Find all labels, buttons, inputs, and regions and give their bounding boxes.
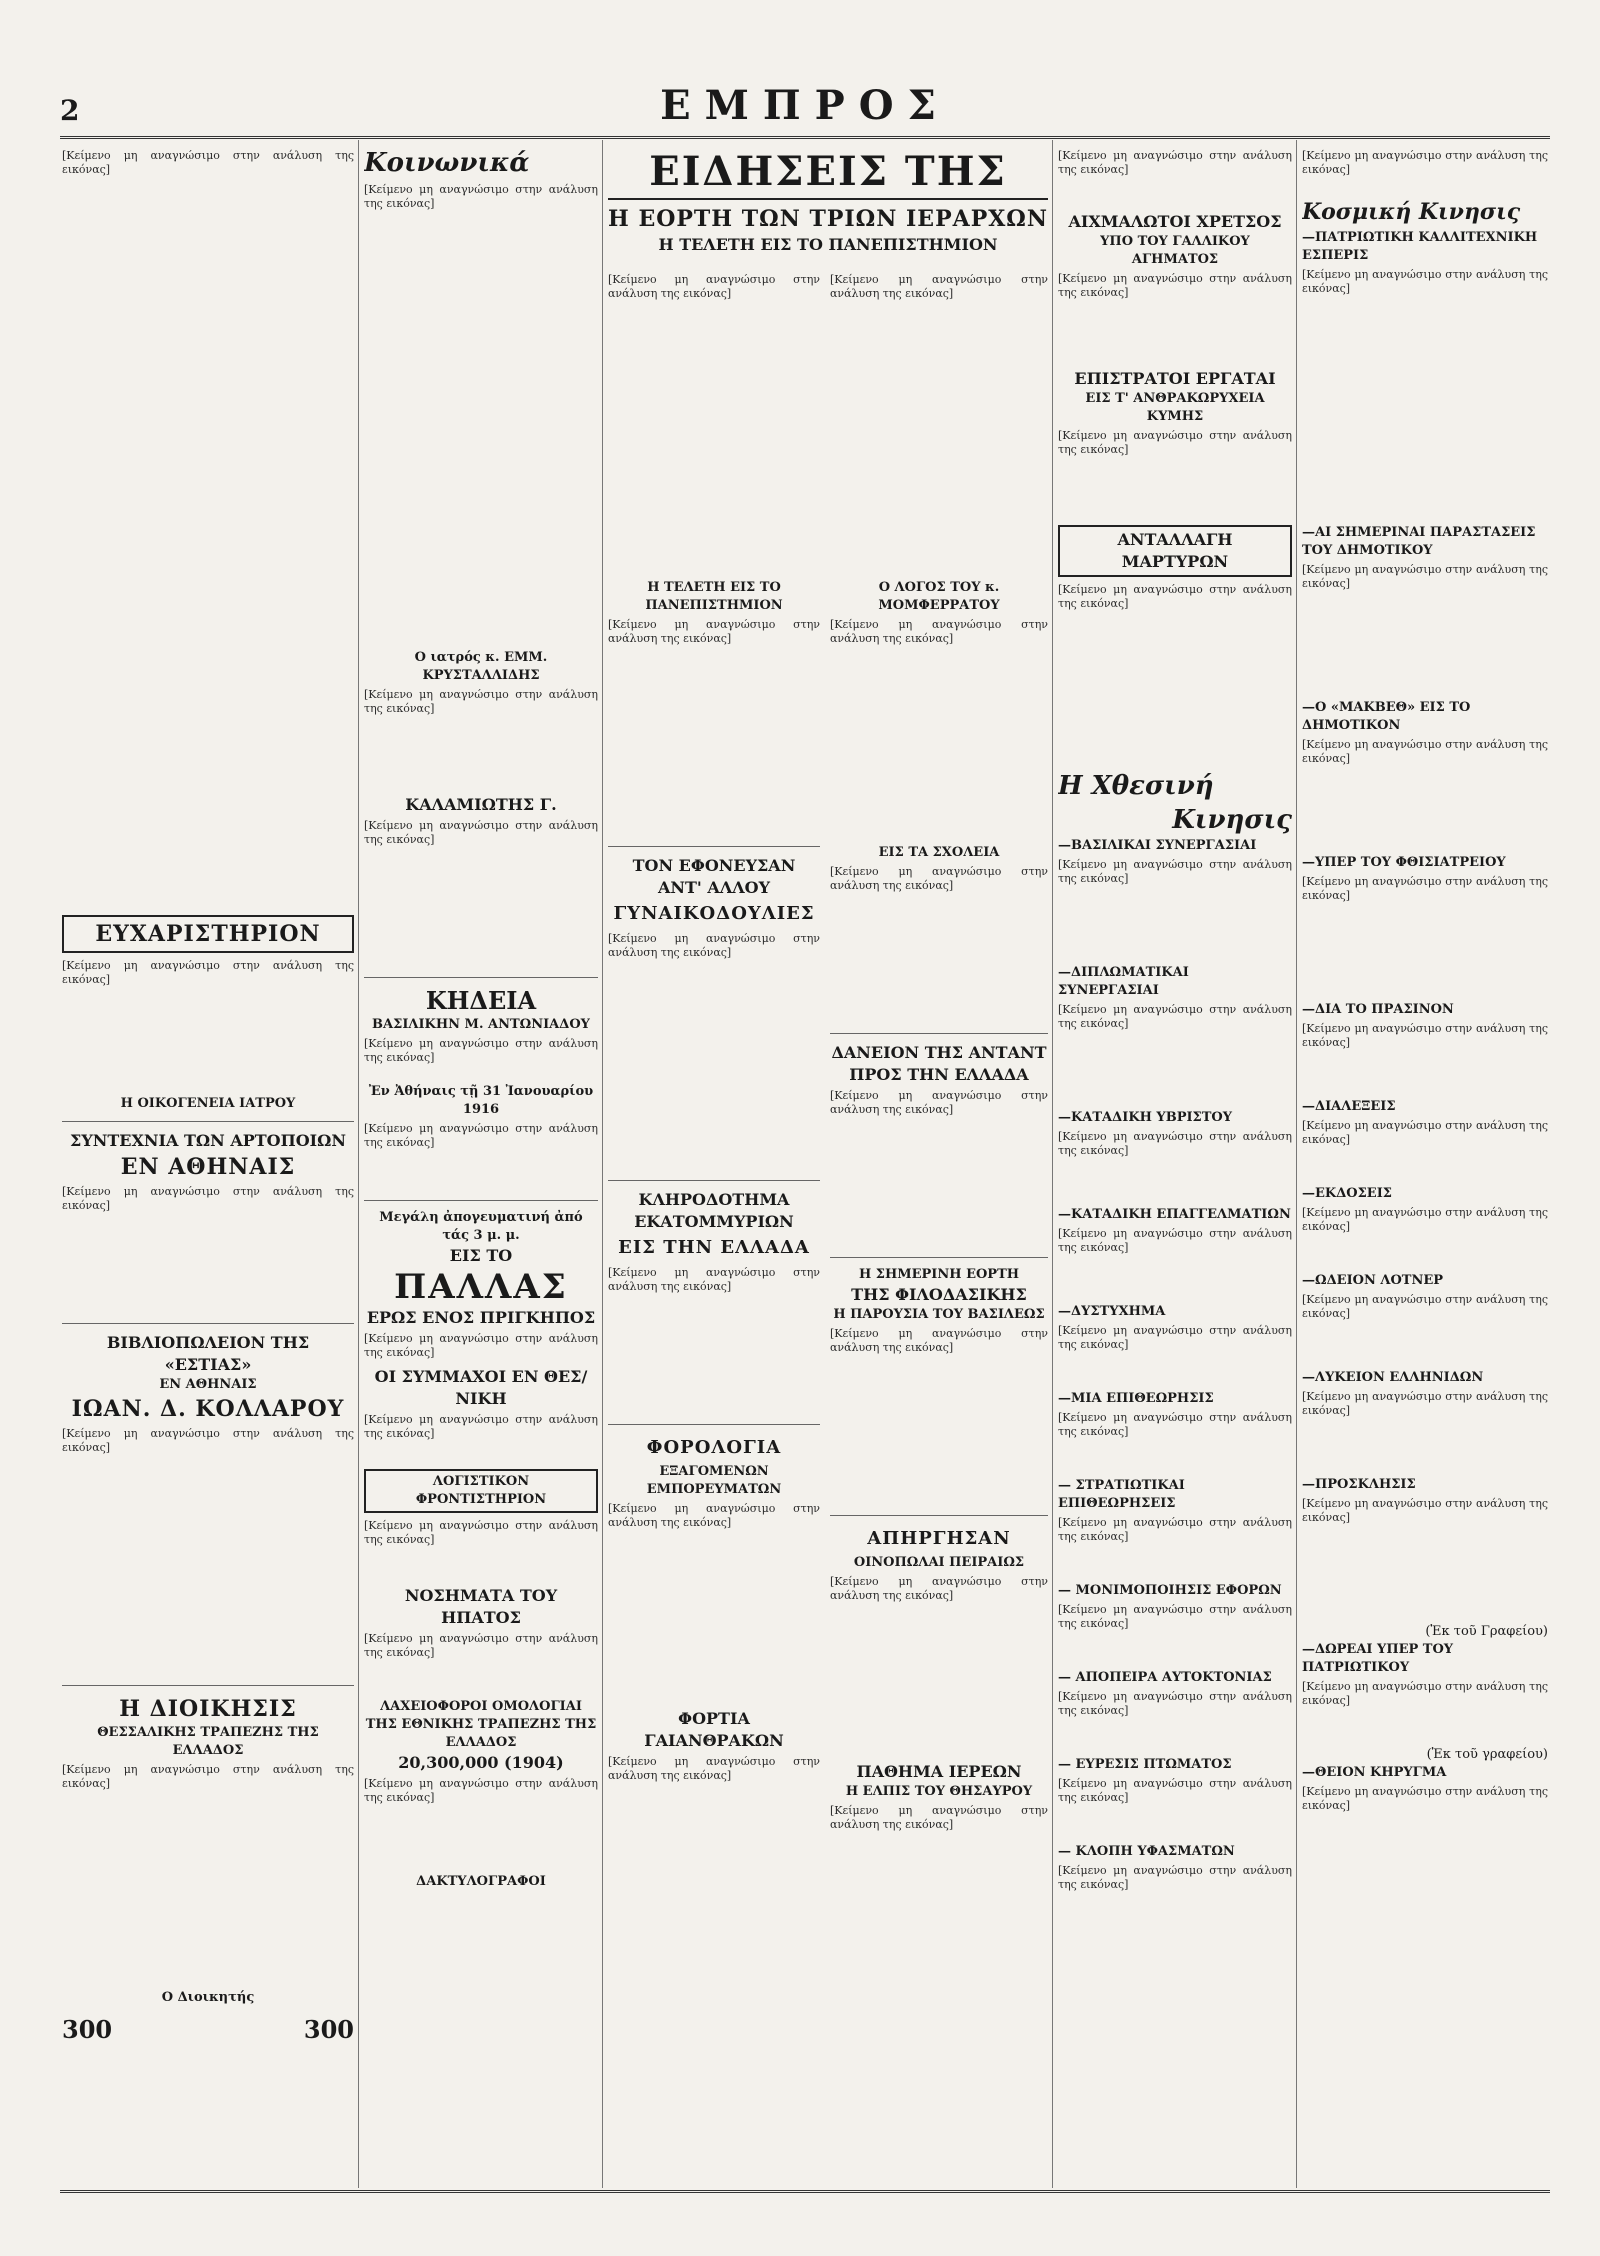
movement-heading: Κινησις — [1172, 805, 1292, 835]
news-item-text: [Κείμενο μη αναγνώσιμο στην ανάλυση της εικόνας] — [1058, 1777, 1292, 1804]
column-4 — [830, 270, 1048, 2186]
feast-story-header — [608, 204, 1048, 256]
news-item-heading: — ΕΥΡΕΣΙΣ ΠΤΩΜΑΤΟΣ — [1058, 1757, 1232, 1772]
office-note: (Ἐκ τοῦ Γραφείου) — [1425, 1624, 1548, 1639]
bequest-heading: ΚΛΗΡΟΔΟΤΗΜΑ ΕΚΑΤΟΜΜΥΡΙΩΝ — [634, 1190, 794, 1231]
thanks-heading: ΕΥΧΑΡΙΣΤΗΡΙΟΝ — [62, 915, 354, 953]
cinema-name: ΠΑΛΛΑΣ — [394, 1267, 568, 1307]
bank-text: [Κείμενο μη αναγνώσιμο στην ανάλυση της εικόνας] — [62, 1763, 354, 1790]
news-item-text: [Κείμενο μη αναγνώσιμο στην ανάλυση της εικόνας] — [1302, 1680, 1548, 1707]
thanks-text: [Κείμενο μη αναγνώσιμο στην ανάλυση της εικόνας] — [62, 959, 354, 986]
bakers-text: [Κείμενο μη αναγνώσιμο στην ανάλυση της εικόνας] — [62, 1185, 354, 1212]
bequest-text: [Κείμενο μη αναγνώσιμο στην ανάλυση της εικόνας] — [608, 1266, 820, 1293]
prisoners-subheading: ΓΥΝΑΙΚΟΔΟΥΛΙΕΣ — [613, 903, 815, 924]
doctor-ad: Ο ιατρός κ. ΕΜΜ. ΚΡΥΣΤΑΛΛΙΔΗΣ — [414, 650, 548, 683]
prisoners-heading: ΑΙΧΜΑΛΩΤΟΙ ΧΡΕΤΣΟΣ — [1068, 212, 1282, 231]
philod-subheading: ΤΗΣ ΦΙΛΟΔΑΣΙΚΗΣ — [851, 1285, 1027, 1304]
divider — [608, 846, 820, 847]
article-text: [Κείμενο μη αναγνώσιμο στην ανάλυση της εικόνας] — [1058, 149, 1292, 176]
masthead-rule — [60, 136, 1550, 139]
news-item-text: [Κείμενο μη αναγνώσιμο στην ανάλυση της εικόνας] — [1058, 1324, 1292, 1351]
news-item-heading: —ΘΕΙΟΝ ΚΗΡΥΓΜΑ — [1302, 1765, 1447, 1780]
divider — [62, 1121, 354, 1122]
bank-heading: Η ΔΙΟΙΚΗΣΙΣ — [119, 1696, 297, 1722]
funeral-date: Ἐν Ἀθήναις τῇ 31 Ἰανουαρίου 1916 — [368, 1084, 594, 1117]
news-item-heading: —ΑΙ ΣΗΜΕΡΙΝΑΙ ΠΑΡΑΣΤΑΣΕΙΣ ΤΟΥ ΔΗΜΟΤΙΚΟΥ — [1302, 525, 1536, 558]
news-item-heading: —ΔΩΡΕΑΙ ΥΠΕΡ ΤΟΥ ΠΑΤΡΙΩΤΙΚΟΥ — [1302, 1642, 1454, 1675]
montferrat-heading: Ο ΛΟΓΟΣ ΤΟΥ κ. ΜΟΜΦΕΡΡΑΤΟΥ — [878, 580, 1000, 613]
news-item-heading: —ΥΠΕΡ ΤΟΥ ΦΘΙΣΙΑΤΡΕΙΟΥ — [1302, 855, 1506, 870]
witnesses-heading: ΑΝΤΑΛΛΑΓΗ ΜΑΡΤΥΡΩΝ — [1058, 525, 1292, 577]
feast-section: Η ΤΕΛΕΤΗ ΕΙΣ ΤΟ ΠΑΝΕΠΙΣΤΗΜΙΟΝ — [645, 580, 783, 613]
column-5 — [1058, 146, 1292, 2186]
loan-text: [Κείμενο μη αναγνώσιμο στην ανάλυση της εικόνας] — [830, 1089, 1048, 1116]
ads-text: [Κείμενο μη αναγνώσιμο στην ανάλυση της εικόνας] — [364, 819, 598, 846]
article-text: [Κείμενο μη αναγνώσιμο στην ανάλυση της εικόνας] — [62, 149, 354, 176]
film-title: ΕΡΩΣ ΕΝΟΣ ΠΡΙΓΚΗΠΟΣ — [366, 1308, 596, 1327]
film-text: [Κείμενο μη αναγνώσιμο στην ανάλυση της εικόνας] — [364, 1332, 598, 1359]
wine-text: [Κείμενο μη αναγνώσιμο στην ανάλυση της εικόνας] — [830, 1575, 1048, 1602]
feast-text: [Κείμενο μη αναγνώσιμο στην ανάλυση της εικόνας] — [608, 618, 820, 645]
news-item-text: [Κείμενο μη αναγνώσιμο στην ανάλυση της εικόνας] — [1302, 738, 1548, 765]
news-item-heading: —ΜΙΑ ΕΠΙΘΕΩΡΗΣΙΣ — [1058, 1391, 1214, 1406]
priests-text: [Κείμενο μη αναγνώσιμο στην ανάλυση της εικόνας] — [830, 1804, 1048, 1831]
bonds-heading: ΛΑΧΕΙΟΦΟΡΟΙ ΟΜΟΛΟΓΙΑΙ — [380, 1699, 582, 1714]
tax-subheading: ΕΞΑΓΟΜΕΝΩΝ ΕΜΠΟΡΕΥΜΑΤΩΝ — [646, 1464, 782, 1497]
news-item-heading: — ΚΛΟΠΗ ΥΦΑΣΜΑΤΩΝ — [1058, 1844, 1235, 1859]
lottery-ad — [62, 2015, 354, 2045]
column-separator — [602, 140, 603, 2188]
news-item-heading: —ΔΙΑ ΤΟ ΠΡΑΣΙΝΟΝ — [1302, 1002, 1454, 1017]
tutoring-text: [Κείμενο μη αναγνώσιμο στην ανάλυση της εικόνας] — [364, 1519, 598, 1546]
news-item-text: [Κείμενο μη αναγνώσιμο στην ανάλυση της εικόνας] — [1302, 1293, 1548, 1320]
priests-heading: ΠΑΘΗΜΑ ΙΕΡΕΩΝ — [856, 1762, 1022, 1781]
divider — [62, 1323, 354, 1324]
divider — [830, 1257, 1048, 1258]
wine-heading: ΑΠΗΡΓΗΣΑΝ — [867, 1528, 1011, 1549]
news-item-text: [Κείμενο μη αναγνώσιμο στην ανάλυση της εικόνας] — [1058, 1411, 1292, 1438]
masthead — [60, 78, 1550, 134]
article-text: [Κείμενο μη αναγνώσιμο στην ανάλυση της εικόνας] — [1302, 149, 1548, 176]
news-item-text: [Κείμενο μη αναγνώσιμο στην ανάλυση της εικόνας] — [1058, 1864, 1292, 1891]
coal-text: [Κείμενο μη αναγνώσιμο στην ανάλυση της εικόνας] — [608, 1755, 820, 1782]
liver-heading: ΝΟΣΗΜΑΤΑ ΤΟΥ ΗΠΑΤΟΣ — [404, 1586, 558, 1627]
news-item-text: [Κείμενο μη αναγνώσιμο στην ανάλυση της εικόνας] — [1302, 563, 1548, 590]
priests-subheading: Η ΕΛΠΙΣ ΤΟΥ ΘΗΣΑΥΡΟΥ — [845, 1784, 1033, 1799]
schools-heading: ΕΙΣ ΤΑ ΣΧΟΛΕΙΑ — [878, 845, 1000, 860]
news-item-text: [Κείμενο μη αναγνώσιμο στην ανάλυση της εικόνας] — [1302, 1119, 1548, 1146]
news-item-heading: —ΕΚΔΟΣΕΙΣ — [1302, 1186, 1392, 1201]
feast-text: [Κείμενο μη αναγνώσιμο στην ανάλυση της εικόνας] — [608, 273, 820, 300]
bakers-city: ΕΝ ΑΘΗΝΑΙΣ — [120, 1154, 296, 1180]
office-note: (Ἐκ τοῦ γραφείου) — [1426, 1747, 1548, 1762]
tutoring-heading: ΛΟΓΙΣΤΙΚΟΝ ΦΡΟΝΤΙΣΤΗΡΙΟΝ — [364, 1469, 598, 1513]
news-banner: ΕΙΔΗΣΕΙΣ ΤΗΣ — [608, 146, 1048, 200]
lottery-number: 300 — [62, 2015, 113, 2044]
divider — [608, 1180, 820, 1181]
doctor-text: [Κείμενο μη αναγνώσιμο στην ανάλυση της εικόνας] — [364, 688, 598, 715]
film-text: [Κείμενο μη αναγνώσιμο στην ανάλυση της εικόνας] — [364, 1413, 598, 1440]
prisoners-heading: ΤΟΝ ΕΦΟΝΕΥΣΑΝ ΑΝΤ' ΑΛΛΟΥ — [632, 856, 796, 897]
bonds-bank: ΤΗΣ ΕΘΝΙΚΗΣ ΤΡΑΠΕΖΗΣ ΤΗΣ ΕΛΛΑΔΟΣ — [365, 1717, 597, 1750]
news-item-text: [Κείμενο μη αναγνώσιμο στην ανάλυση της εικόνας] — [1302, 875, 1548, 902]
funeral-mourners: [Κείμενο μη αναγνώσιμο στην ανάλυση της εικόνας] — [364, 1122, 598, 1149]
news-item-text: [Κείμενο μη αναγνώσιμο στην ανάλυση της εικόνας] — [1302, 268, 1548, 295]
divider — [830, 1033, 1048, 1034]
divider — [62, 1685, 354, 1686]
news-item-heading: —Ο «ΜΑΚΒΕΘ» ΕΙΣ ΤΟ ΔΗΜΟΤΙΚΟΝ — [1302, 700, 1471, 733]
bonds-text: [Κείμενο μη αναγνώσιμο στην ανάλυση της εικόνας] — [364, 1777, 598, 1804]
news-item-text: [Κείμενο μη αναγνώσιμο στην ανάλυση της εικόνας] — [1058, 1130, 1292, 1157]
column-separator — [358, 140, 359, 2188]
news-item-heading: —ΔΙΑΛΕΞΕΙΣ — [1302, 1099, 1396, 1114]
social-text: [Κείμενο μη αναγνώσιμο στην ανάλυση της εικόνας] — [364, 183, 598, 210]
bank-name: ΘΕΣΣΑΛΙΚΗΣ ΤΡΑΠΕΖΗΣ ΤΗΣ ΕΛΛΑΔΟΣ — [97, 1725, 319, 1758]
cosmic-heading: Κοσμική Κινησις — [1302, 199, 1521, 225]
workers-subheading: ΕΙΣ Τ' ΑΝΘΡΑΚΩΡΥΧΕΙΑ ΚΥΜΗΣ — [1085, 391, 1265, 424]
witnesses-text: [Κείμενο μη αναγνώσιμο στην ανάλυση της εικόνας] — [1058, 583, 1292, 610]
column-3 — [608, 270, 820, 2186]
news-item-text: [Κείμενο μη αναγνώσιμο στην ανάλυση της εικόνας] — [1302, 1785, 1548, 1812]
news-item-text: [Κείμενο μη αναγνώσιμο στην ανάλυση της εικόνας] — [1058, 1227, 1292, 1254]
news-item-text: [Κείμενο μη αναγνώσιμο στην ανάλυση της εικόνας] — [1058, 858, 1292, 885]
divider — [364, 977, 598, 978]
news-item-heading: —ΛΥΚΕΙΟΝ ΕΛΛΗΝΙΔΩΝ — [1302, 1370, 1484, 1385]
divider — [830, 1515, 1048, 1516]
page-number: 2 — [60, 94, 80, 127]
loan-heading: ΔΑΝΕΙΟΝ ΤΗΣ ΑΝΤΑΝΤ — [831, 1043, 1047, 1062]
bottom-rule — [60, 2190, 1550, 2193]
divider — [364, 1200, 598, 1201]
news-item-text: [Κείμενο μη αναγνώσιμο στην ανάλυση της εικόνας] — [1302, 1022, 1548, 1049]
cinema-to: ΕΙΣ ΤΟ — [449, 1246, 513, 1265]
philod-text: [Κείμενο μη αναγνώσιμο στην ανάλυση της εικόνας] — [830, 1327, 1048, 1354]
news-item-heading: —ΩΔΕΙΟΝ ΛΟΤΝΕΡ — [1302, 1273, 1444, 1288]
philod-king: Η ΠΑΡΟΥΣΙΑ ΤΟΥ ΒΑΣΙΛΕΩΣ — [833, 1307, 1045, 1322]
news-item-heading: —ΠΡΟΣΚΛΗΣΙΣ — [1302, 1477, 1416, 1492]
bequest-subheading: ΕΙΣ ΤΗΝ ΕΛΛΑΔΑ — [618, 1237, 810, 1258]
column-separator — [1296, 140, 1297, 2188]
bookshop-owner: ΙΩΑΝ. Δ. ΚΟΛΛΑΡΟΥ — [71, 1396, 345, 1422]
news-item-heading: —ΔΙΠΛΩΜΑΤΙΚΑΙ ΣΥΝΕΡΓΑΣΙΑΙ — [1058, 965, 1189, 998]
column-separator — [1052, 140, 1053, 2188]
bookshop-heading: ΒΙΒΛΙΟΠΩΛΕΙΟΝ ΤΗΣ «ΕΣΤΙΑΣ» — [106, 1333, 310, 1374]
yesterday-heading: Η Χθεσινή — [1058, 771, 1214, 801]
film-title: ΟΙ ΣΥΜΜΑΧΟΙ ΕΝ ΘΕΣ/ΝΙΚΗ — [374, 1367, 588, 1408]
news-item-text: [Κείμενο μη αναγνώσιμο στην ανάλυση της εικόνας] — [1302, 1206, 1548, 1233]
bonds-amount: 20,300,000 (1904) — [398, 1753, 564, 1772]
cinema-time: Μεγάλη ἀπογευματινή ἀπό τάς 3 μ. μ. — [379, 1210, 583, 1243]
column-6 — [1302, 146, 1548, 2186]
workers-heading: ΕΠΙΣΤΡΑΤΟΙ ΕΡΓΑΤΑΙ — [1074, 369, 1276, 388]
funeral-name: ΒΑΣΙΛΙΚΗΝ Μ. ΑΝΤΩΝΙΑΔΟΥ — [372, 1017, 590, 1032]
newspaper-name: ΕΜΠΡΟΣ — [660, 82, 950, 129]
news-item-text: [Κείμενο μη αναγνώσιμο στην ανάλυση της εικόνας] — [1058, 1003, 1292, 1030]
feast-heading: Η ΕΟΡΤΗ ΤΩΝ ΤΡΙΩΝ ΙΕΡΑΡΧΩΝ — [608, 206, 1048, 232]
typists-ad: ΔΑΚΤΥΛΟΓΡΑΦΟΙ — [416, 1874, 546, 1889]
prisoners-text: [Κείμενο μη αναγνώσιμο στην ανάλυση της εικόνας] — [1058, 272, 1292, 299]
news-item-heading: — ΜΟΝΙΜΟΠΟΙΗΣΙΣ ΕΦΟΡΩΝ — [1058, 1583, 1282, 1598]
loan-subheading: ΠΡΟΣ ΤΗΝ ΕΛΛΑΔΑ — [849, 1065, 1029, 1084]
wine-subheading: ΟΙΝΟΠΩΛΑΙ ΠΕΙΡΑΙΩΣ — [853, 1555, 1025, 1570]
lottery-number: 300 — [303, 2015, 354, 2044]
funeral-text: [Κείμενο μη αναγνώσιμο στην ανάλυση της εικόνας] — [364, 1037, 598, 1064]
social-heading: Κοινωνικά — [364, 148, 530, 178]
funeral-heading: ΚΗΔΕΙΑ — [425, 986, 537, 1015]
feast-subheading: Η ΤΕΛΕΤΗ ΕΙΣ ΤΟ ΠΑΝΕΠΙΣΤΗΜΙΟΝ — [658, 235, 998, 254]
news-item-heading: —ΠΑΤΡΙΩΤΙΚΗ ΚΑΛΛΙΤΕΧΝΙΚΗ ΕΣΠΕΡΙΣ — [1302, 230, 1538, 263]
bakers-heading: ΣΥΝΤΕΧΝΙΑ ΤΩΝ ΑΡΤΟΠΟΙΩΝ — [70, 1131, 346, 1150]
feast-text: [Κείμενο μη αναγνώσιμο στην ανάλυση της εικόνας] — [830, 273, 1048, 300]
bookshop-text: [Κείμενο μη αναγνώσιμο στην ανάλυση της εικόνας] — [62, 1427, 354, 1454]
column-1 — [62, 146, 354, 2186]
news-item-text: [Κείμενο μη αναγνώσιμο στην ανάλυση της εικόνας] — [1302, 1497, 1548, 1524]
prisoners-text: [Κείμενο μη αναγνώσιμο στην ανάλυση της εικόνας] — [608, 932, 820, 959]
liver-text: [Κείμενο μη αναγνώσιμο στην ανάλυση της εικόνας] — [364, 1632, 598, 1659]
workers-text: [Κείμενο μη αναγνώσιμο στην ανάλυση της εικόνας] — [1058, 429, 1292, 456]
news-item-heading: —ΔΥΣΤΥΧΗΜΑ — [1058, 1304, 1166, 1319]
tax-text: [Κείμενο μη αναγνώσιμο στην ανάλυση της εικόνας] — [608, 1502, 820, 1529]
tax-heading: ΦΟΡΟΛΟΓΙΑ — [646, 1437, 782, 1458]
divider — [608, 1424, 820, 1425]
bank-signature: Ο Διοικητής — [161, 1990, 255, 2005]
thanks-signature: Η ΟΙΚΟΓΕΝΕΙΑ ΙΑΤΡΟΥ — [120, 1096, 296, 1111]
montferrat-text: [Κείμενο μη αναγνώσιμο στην ανάλυση της εικόνας] — [830, 618, 1048, 645]
bookshop-city: ΕΝ ΑΘΗΝΑΙΣ — [159, 1377, 257, 1392]
news-item-heading: —ΚΑΤΑΔΙΚΗ ΕΠΑΓΓΕΛΜΑΤΙΩΝ — [1058, 1207, 1291, 1222]
philod-heading: Η ΣΗΜΕΡΙΝΗ ΕΟΡΤΗ — [858, 1267, 1020, 1282]
news-item-text: [Κείμενο μη αναγνώσιμο στην ανάλυση της εικόνας] — [1058, 1603, 1292, 1630]
news-item-heading: —ΒΑΣΙΛΙΚΑΙ ΣΥΝΕΡΓΑΣΙΑΙ — [1058, 838, 1257, 853]
news-item-heading: —ΚΑΤΑΔΙΚΗ ΥΒΡΙΣΤΟΥ — [1058, 1110, 1233, 1125]
prisoners-subheading: ΥΠΟ ΤΟΥ ΓΑΛΛΙΚΟΥ ΑΓΗΜΑΤΟΣ — [1100, 234, 1250, 267]
news-item-heading: — ΑΠΟΠΕΙΡΑ ΑΥΤΟΚΤΟΝΙΑΣ — [1058, 1670, 1272, 1685]
column-2 — [364, 146, 598, 2186]
news-item-text: [Κείμενο μη αναγνώσιμο στην ανάλυση της εικόνας] — [1058, 1516, 1292, 1543]
schools-text: [Κείμενο μη αναγνώσιμο στην ανάλυση της εικόνας] — [830, 865, 1048, 892]
coal-heading: ΦΟΡΤΙΑ ΓΑΙΑΝΘΡΑΚΩΝ — [644, 1709, 784, 1750]
kalamiotis-ad: ΚΑΛΑΜΙΩΤΗΣ Γ. — [405, 795, 557, 814]
news-item-heading: — ΣΤΡΑΤΙΩΤΙΚΑΙ ΕΠΙΘΕΩΡΗΣΕΙΣ — [1058, 1478, 1185, 1511]
news-item-text: [Κείμενο μη αναγνώσιμο στην ανάλυση της εικόνας] — [1058, 1690, 1292, 1717]
news-item-text: [Κείμενο μη αναγνώσιμο στην ανάλυση της εικόνας] — [1302, 1390, 1548, 1417]
